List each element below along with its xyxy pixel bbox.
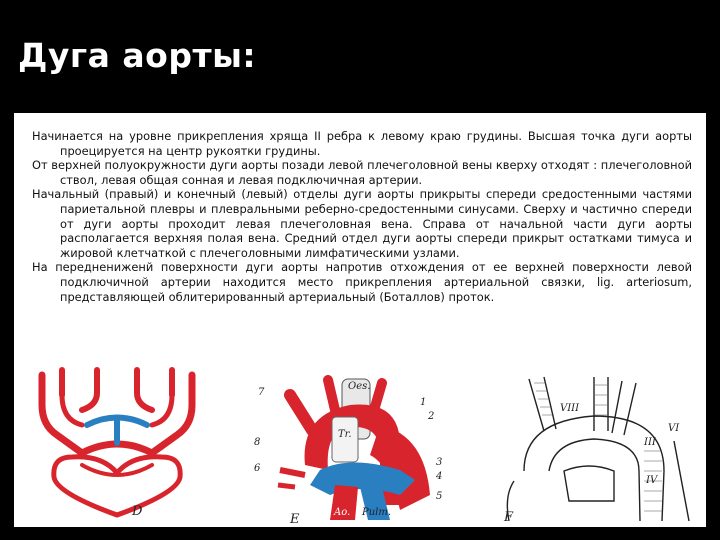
body-text — [32, 129, 692, 304]
label-pulm: Pulm. — [362, 507, 392, 518]
label-ao: Ao. — [334, 507, 351, 518]
figure-d-label: D — [132, 504, 143, 519]
num-6: 6 — [254, 463, 261, 474]
figure-f-aortic-arch-drawing — [494, 371, 694, 525]
num-2: 2 — [428, 411, 435, 422]
title-band — [0, 0, 720, 113]
paragraph-2: От верхней полуокружности дуги аорты позади левой плечеголовной вены кверху отходят : плечеголовной ствол, левая общая сонная и левая подключичная артерии. — [32, 158, 692, 187]
paragraph-4: На переднениженй поверхности дуги аорты напротив отхождения от ее верхней поверхности левой подключичной артерии находится место прикрепления артериальной связки, lig. arteriosum, представляющей облитерированный артериальный (Боталлов) проток. — [32, 260, 692, 304]
num-8: 8 — [254, 437, 261, 448]
slide-title: Дуга аорты: — [18, 36, 257, 75]
numeral-viii: VIII — [560, 403, 580, 414]
paragraph-1: Начинается на уровне прикрепления хряща II ребра к левому краю грудины. Высшая точка дуги аорты проецируется на центр рукоятки грудины. — [32, 129, 692, 158]
num-4: 4 — [436, 471, 443, 482]
figure-e-aortic-arch — [250, 375, 450, 525]
num-1: 1 — [420, 397, 427, 408]
num-3: 3 — [436, 457, 443, 468]
figure-d-aortic-arches — [22, 365, 212, 525]
figure-e-label: E — [290, 512, 300, 525]
num-7: 7 — [258, 387, 265, 398]
num-5: 5 — [436, 491, 443, 502]
numeral-iv: IV — [646, 475, 658, 486]
numeral-vi: VI — [668, 423, 680, 434]
label-oes: Oes. — [348, 381, 371, 392]
paragraph-3: Начальный (правый) и конечный (левый) отделы дуги аорты прикрыты спереди средостенными частями париетальной плевры и плевральными реберно-средостенными синусами. Сверху и частично спереди от дуги аорты проходит левая плечеголовная вена. Справа от начальной части дуги аорты располагается верхняя полая вена. Средний отдел дуги аорты спереди прикрыт остатками тимуса и жировой клетчаткой с плечеголовными лимфатическими узлами. — [32, 187, 692, 260]
label-tr: Tr. — [338, 429, 352, 440]
figure-f-label: F — [504, 510, 514, 525]
content-panel — [14, 113, 706, 527]
numeral-iii: III — [644, 437, 656, 448]
